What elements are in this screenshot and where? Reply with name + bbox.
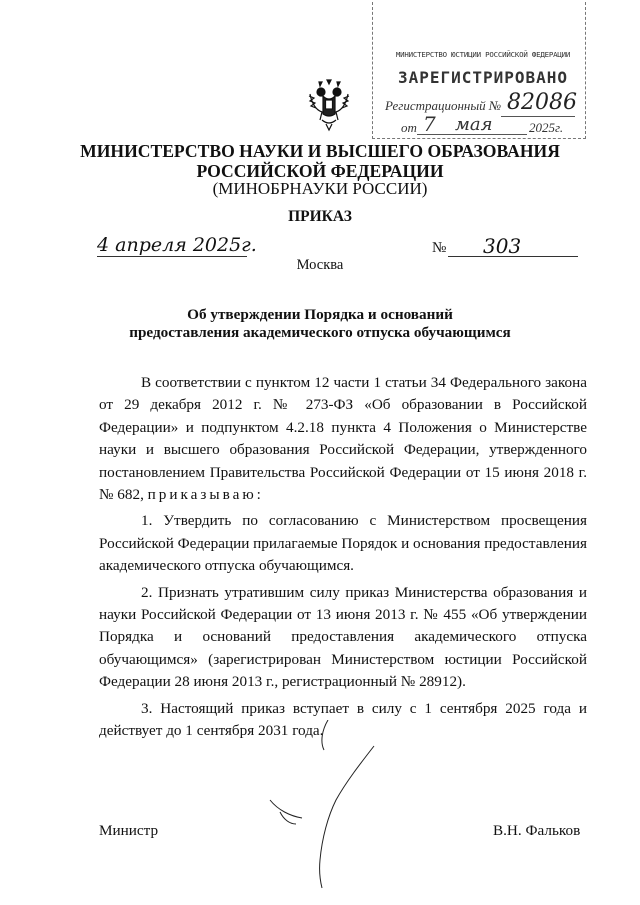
paragraph-item-1: 1. Утвердить по согласованию с Министерством просвещения Российской Федерации прилагаемые Порядок и основания предоставления академического отпуска обучающимся. [99, 512, 587, 575]
ministry-name-line1: МИНИСТЕРСТВО НАУКИ И ВЫСШЕГО ОБРАЗОВАНИЯ [80, 141, 560, 161]
signature-icon [250, 720, 390, 890]
coat-of-arms-icon [306, 76, 352, 132]
order-title-line1: Об утверждении Порядка и оснований [187, 306, 453, 323]
order-date: 4 апреля 2025г. [97, 234, 257, 256]
order-body [99, 372, 587, 747]
order-number: 303 [483, 234, 522, 258]
stamp-registered: ЗАРЕГИСТРИРОВАНО [397, 68, 569, 87]
stamp-regno: 82086 [507, 90, 577, 115]
stamp-date-year: 2025г. [529, 120, 564, 135]
document-type: ПРИКАЗ [288, 208, 352, 225]
stamp-from-label: от [401, 120, 417, 135]
preamble-text: В соответствии с пунктом 12 части 1 статьи 34 Федерального закона от 29 декабря 2012 г. № 273-ФЗ «Об образовании в Российской Федерации» и подпунктом 4.2.18 пункта 4 Положения о Министерстве науки и высшего образования Российской Федерации, утвержденного постановлением Правительства Российской Федерации от 15 июня 2018 г. № 682, [99, 374, 587, 504]
stamp-date-day: 7 [423, 112, 436, 136]
order-title-line2: предоставления академического отпуска обучающимся [129, 324, 511, 341]
number-sign: № [432, 240, 447, 256]
signer-position: Министр [99, 822, 159, 839]
paragraph-item-2: 2. Признать утратившим силу приказ Министерства образования и науки Российской Федерации от 13 июня 2013 г. № 455 «Об утверждении Порядка и оснований предоставления академического отпуска обучающимся» (зарегистрирован Министерством юстиции Российской Федерации 28 июня 2013 г., регистрационный № 28912). [99, 583, 587, 691]
signer-name: В.Н. Фальков [493, 822, 581, 839]
paragraph-item-3: 3. Настоящий приказ вступает в силу с 1 сентября 2025 года и действует до 1 сентября 2031 года. [99, 699, 587, 740]
paragraph-preamble [99, 372, 587, 506]
city: Москва [296, 257, 344, 273]
stamp-ministry: МИНИСТЕРСТВО ЮСТИЦИИ РОССИЙСКОЙ ФЕДЕРАЦИИ [395, 50, 571, 59]
order-word: приказываю: [147, 486, 264, 504]
ministry-short-name: (МИНОБРНАУКИ РОССИИ) [212, 179, 428, 198]
stamp-date-month: мая [455, 114, 493, 135]
ministry-name-line2: РОССИЙСКОЙ ФЕДЕРАЦИИ [196, 161, 444, 181]
registration-stamp [372, 2, 586, 139]
stamp-regno-label: Регистрационный № [385, 98, 502, 113]
